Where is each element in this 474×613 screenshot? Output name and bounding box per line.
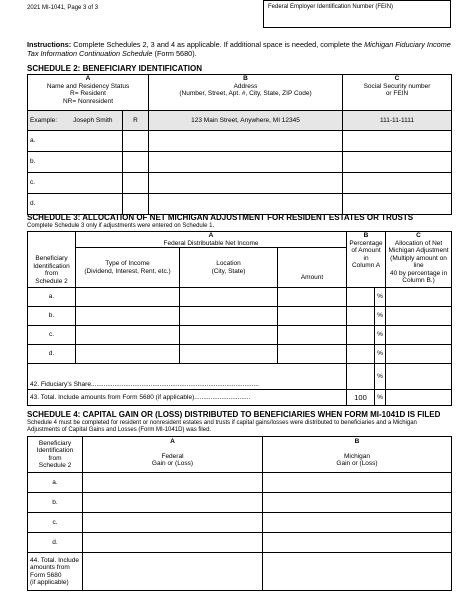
s2-example-ssn: 111-11-1111 (343, 111, 452, 131)
s3-col-a-header: A Federal Distributable Net Income (76, 232, 347, 248)
fein-label: Federal Employer Identification Number (FEIN) (268, 4, 394, 10)
s3-alloc-c[interactable] (386, 326, 452, 345)
s3-loc-c[interactable] (180, 326, 278, 345)
instructions-text2: (Form 5680). (152, 49, 197, 58)
s4-michigan-b[interactable] (263, 493, 452, 513)
s3-row-d (28, 345, 452, 364)
s3-type-a[interactable] (76, 288, 180, 307)
s3-line42-label: 42. Fiduciary’s Share............................................................................................. (28, 364, 347, 390)
s2-example-name: Example: Joseph Smith (28, 111, 123, 131)
s3-line42-pct-sign: % (375, 364, 386, 390)
s4-row-c (28, 513, 452, 533)
s3-loc-a[interactable] (180, 288, 278, 307)
s3-pct-b[interactable] (347, 307, 375, 326)
s2-address-b[interactable] (149, 152, 343, 173)
schedule4-table (27, 436, 452, 591)
s3-loc-b[interactable] (180, 307, 278, 326)
s4-federal-b[interactable] (83, 493, 263, 513)
s2-status-a[interactable] (123, 131, 149, 152)
s3-row-a (28, 288, 452, 307)
s3-benef-d: d. (28, 345, 76, 364)
s3-amount-header: Amount (278, 248, 347, 288)
s2-example-row (28, 111, 452, 131)
s4-line44-label: 44. Total. Include amounts from Form 5680 (if applicable) (28, 553, 83, 591)
s3-type-d[interactable] (76, 345, 180, 364)
s4-federal-a[interactable] (83, 473, 263, 493)
s2-row-d (28, 194, 452, 215)
s3-amount-a[interactable] (278, 288, 347, 307)
s2-col-a-header: A Name and Residency Status R= Resident NR= Nonresident (28, 75, 149, 111)
s3-pct-sign-d: % (375, 345, 386, 364)
s4-benef-d: d. (28, 533, 83, 553)
s3-line43-alloc[interactable] (386, 390, 452, 406)
s3-benef-header: Beneficiary Identification from Schedule 2 (28, 232, 76, 288)
s2-ssn-a[interactable] (343, 131, 452, 152)
s2-status-b[interactable] (123, 152, 149, 173)
s2-ssn-d[interactable] (343, 194, 452, 215)
schedule3-table (27, 231, 452, 406)
instructions-text1: Complete Schedules 2, 3 and 4 as applicable. If additional space is needed, complete the (71, 40, 365, 49)
s3-pct-d[interactable] (347, 345, 375, 364)
s3-pct-a[interactable] (347, 288, 375, 307)
s4-col-a-header: A Federal Gain or (Loss) (83, 437, 263, 473)
s4-michigan-d[interactable] (263, 533, 452, 553)
form-page-label: 2021 MI-1041, Page 3 of 3 (27, 5, 99, 11)
s3-amount-d[interactable] (278, 345, 347, 364)
s3-line42-alloc[interactable] (386, 364, 452, 390)
s3-pct-c[interactable] (347, 326, 375, 345)
s3-alloc-b[interactable] (386, 307, 452, 326)
s4-row-a (28, 473, 452, 493)
s3-alloc-a[interactable] (386, 288, 452, 307)
s2-row-a (28, 131, 452, 152)
s3-amount-b[interactable] (278, 307, 347, 326)
s4-row-b (28, 493, 452, 513)
s4-michigan-a[interactable] (263, 473, 452, 493)
s4-federal-d[interactable] (83, 533, 263, 553)
s3-row-c (28, 326, 452, 345)
s4-benef-header: Beneficiary Identification from Schedule 2 (28, 437, 83, 473)
instructions (27, 40, 453, 58)
s3-pct-sign-b: % (375, 307, 386, 326)
s2-example-address: 123 Main Street, Anywhere, MI 12345 (149, 111, 343, 131)
s3-benef-a: a. (28, 288, 76, 307)
s4-benef-c: c. (28, 513, 83, 533)
schedule3-title: SCHEDULE 3: ALLOCATION OF NET MICHIGAN ADJUSTMENT FOR RESIDENT ESTATES OR TRUSTS (27, 213, 414, 222)
schedule2-table (27, 74, 452, 215)
s3-line43-label: 43. Total. Include amounts from Form 5680 (if applicable)............................... (28, 390, 347, 406)
schedule3-subtitle: Complete Schedule 3 only if adjustments were entered on Schedule 1. (27, 223, 215, 229)
s2-address-c[interactable] (149, 173, 343, 194)
instructions-italic: Michigan Fiduciary Income Tax Information Continuation Schedule (27, 40, 451, 58)
s3-type-c[interactable] (76, 326, 180, 345)
s4-benef-b: b. (28, 493, 83, 513)
s3-pct-sign-a: % (375, 288, 386, 307)
s3-amount-c[interactable] (278, 326, 347, 345)
s4-benef-a: a. (28, 473, 83, 493)
s2-name-c[interactable]: c. (28, 173, 123, 194)
s4-federal-c[interactable] (83, 513, 263, 533)
s3-row-b (28, 307, 452, 326)
s4-col-b-header: B Michigan Gain or (Loss) (263, 437, 452, 473)
instructions-lead: Instructions: (27, 40, 72, 49)
s3-line43-pct: 100 (347, 390, 375, 406)
s2-name-d[interactable]: d. (28, 194, 123, 215)
s2-address-d[interactable] (149, 194, 343, 215)
s2-ssn-c[interactable] (343, 173, 452, 194)
s2-status-d[interactable] (123, 194, 149, 215)
s2-name-a[interactable]: a. (28, 131, 123, 152)
schedule4-title: SCHEDULE 4: CAPITAL GAIN OR (LOSS) DISTRIBUTED TO BENEFICIARIES WHEN FORM MI-1041D IS FILED (27, 410, 441, 419)
s2-address-a[interactable] (149, 131, 343, 152)
s2-name-b[interactable]: b. (28, 152, 123, 173)
s2-col-b-header: B Address (Number, Street, Apt. #, City, State, ZIP Code) (149, 75, 343, 111)
s4-line44-michigan[interactable] (263, 553, 452, 591)
fein-field[interactable] (263, 0, 451, 28)
s3-line43-row (28, 390, 452, 406)
s3-benef-c: c. (28, 326, 76, 345)
schedule2-title: SCHEDULE 2: BENEFICIARY IDENTIFICATION (27, 64, 202, 73)
s3-benef-b: b. (28, 307, 76, 326)
s2-col-c-header: C Social Security number or FEIN (343, 75, 452, 111)
s3-line42-row (28, 364, 452, 390)
s2-row-b (28, 152, 452, 173)
s4-line44-federal[interactable] (83, 553, 263, 591)
s4-michigan-c[interactable] (263, 513, 452, 533)
s3-loc-d[interactable] (180, 345, 278, 364)
s2-ssn-b[interactable] (343, 152, 452, 173)
schedule4-subtitle: Schedule 4 must be completed for resident or nonresident estates and trusts if capital gains/losses were distributed to beneficiaries and a Michigan Adjustments of Capital Gains and Losses (Form MI-1041D) was filed. (27, 420, 417, 433)
s3-type-header: Type of Income (Dividend, Interest, Rent, etc.) (76, 248, 180, 288)
s3-alloc-d[interactable] (386, 345, 452, 364)
s3-line43-pct-sign: % (375, 390, 386, 406)
s3-type-b[interactable] (76, 307, 180, 326)
s3-col-b-header: B Percentage of Amount in Column A (347, 232, 386, 288)
s2-status-c[interactable] (123, 173, 149, 194)
s3-line42-pct[interactable] (347, 364, 375, 390)
s4-row-d (28, 533, 452, 553)
s3-location-header: Location (City, State) (180, 248, 278, 288)
s3-pct-sign-c: % (375, 326, 386, 345)
s3-col-c-header: C Allocation of Net Michigan Adjustment (Multiply amount on line 40 by percentage in Column B.) (386, 232, 452, 288)
s2-example-status: R (123, 111, 149, 131)
s4-line44-row (28, 553, 452, 591)
s2-row-c (28, 173, 452, 194)
